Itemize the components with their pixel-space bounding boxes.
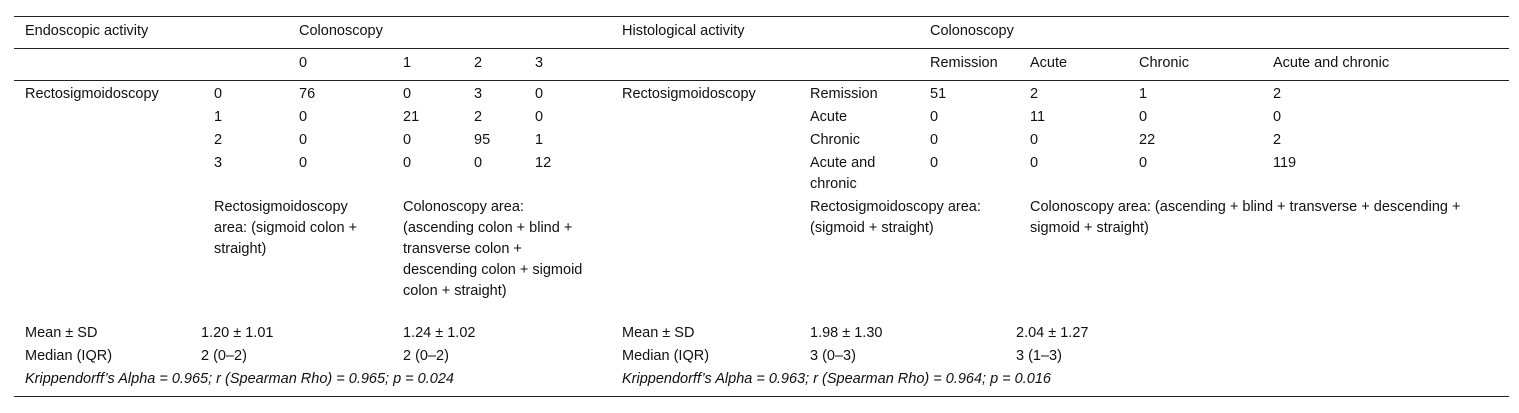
right-cell: 0 [930,155,939,171]
right-row-label: Remission [810,86,878,102]
right-col-header: Acute [1030,55,1068,71]
left-cell: 0 [403,132,412,148]
right-cell: 2 [1273,86,1282,102]
left-col-header: 2 [474,55,483,71]
histological-activity-heading: Histological activity [622,23,745,39]
left-cell: 0 [403,86,412,102]
right-cell: 2 [1030,86,1039,102]
left-colonoscopy-area: Colonoscopy area: (ascending colon + blind + transverse colon + descending colon + sigmoid colon + straight) [403,199,583,299]
left-cell: 0 [299,132,308,148]
left-row-label: 2 [214,132,223,148]
left-cell: 21 [403,109,420,125]
right-agreement-stats: Krippendorff’s Alpha = 0.963; r (Spearman Rho) = 0.964; p = 0.016 [622,371,1051,387]
right-cell: 0 [1139,109,1148,125]
left-cell: 2 [474,109,483,125]
right-cell: 0 [930,132,939,148]
left-median-col: 2 (0–2) [403,348,449,364]
right-mean-label: Mean ± SD [622,325,695,341]
left-median-label: Median (IQR) [25,348,113,364]
left-cell: 0 [299,155,308,171]
right-median-rs: 3 (0–3) [810,348,856,364]
left-col-header: 3 [535,55,544,71]
left-cell: 1 [535,132,544,148]
left-cell: 0 [474,155,483,171]
right-median-label: Median (IQR) [622,348,710,364]
bottom-rule [14,396,1509,397]
right-cell: 0 [930,109,939,125]
left-rectosigmoidoscopy-area: Rectosigmoidoscopy area: (sigmoid colon + straight) [214,199,358,257]
left-cell: 12 [535,155,552,171]
top-rule [14,16,1509,17]
right-row-label: Acute [810,109,848,125]
right-mean-col: 2.04 ± 1.27 [1016,325,1089,341]
left-median-rs: 2 (0–2) [201,348,247,364]
right-cell: 0 [1030,155,1039,171]
left-row-label: 1 [214,109,223,125]
left-row-label: 0 [214,86,223,102]
right-mean-rs: 1.98 ± 1.30 [810,325,883,341]
left-cell: 0 [535,109,544,125]
right-cell: 22 [1139,132,1156,148]
left-mean-rs: 1.20 ± 1.01 [201,325,274,341]
left-cell: 76 [299,86,316,102]
right-colonoscopy-area: Colonoscopy area: (ascending + blind + transverse + descending + sigmoid + straight) [1030,199,1461,236]
right-row-label: Acute and chronic [810,155,876,192]
right-cell: 51 [930,86,947,102]
subheader-rule [14,80,1509,81]
left-row-group-label: Rectosigmoidoscopy [25,86,159,102]
right-cell: 0 [1273,109,1282,125]
left-cell: 0 [535,86,544,102]
endoscopic-activity-heading: Endoscopic activity [25,23,149,39]
left-cell: 0 [403,155,412,171]
right-col-header: Remission [930,55,998,71]
right-cell: 2 [1273,132,1282,148]
right-col-header: Acute and chronic [1273,55,1390,71]
right-cell: 1 [1139,86,1148,102]
left-cell: 3 [474,86,483,102]
right-row-group-label: Rectosigmoidoscopy [622,86,756,102]
left-col-header: 0 [299,55,308,71]
right-median-col: 3 (1–3) [1016,348,1062,364]
right-cell: 0 [1139,155,1148,171]
right-cell: 119 [1273,155,1297,171]
right-cell: 0 [1030,132,1039,148]
left-colonoscopy-group-header: Colonoscopy [299,23,383,39]
left-cell: 95 [474,132,491,148]
left-col-header: 1 [403,55,412,71]
right-col-header: Chronic [1139,55,1189,71]
left-row-label: 3 [214,155,223,171]
right-row-label: Chronic [810,132,860,148]
header-rule [14,48,1509,49]
right-cell: 11 [1030,109,1046,125]
left-mean-col: 1.24 ± 1.02 [403,325,476,341]
right-colonoscopy-group-header: Colonoscopy [930,23,1014,39]
left-agreement-stats: Krippendorff’s Alpha = 0.965; r (Spearman Rho) = 0.965; p = 0.024 [25,371,454,387]
right-rectosigmoidoscopy-area: Rectosigmoidoscopy area: (sigmoid + straight) [810,199,981,236]
left-cell: 0 [299,109,308,125]
left-mean-label: Mean ± SD [25,325,98,341]
